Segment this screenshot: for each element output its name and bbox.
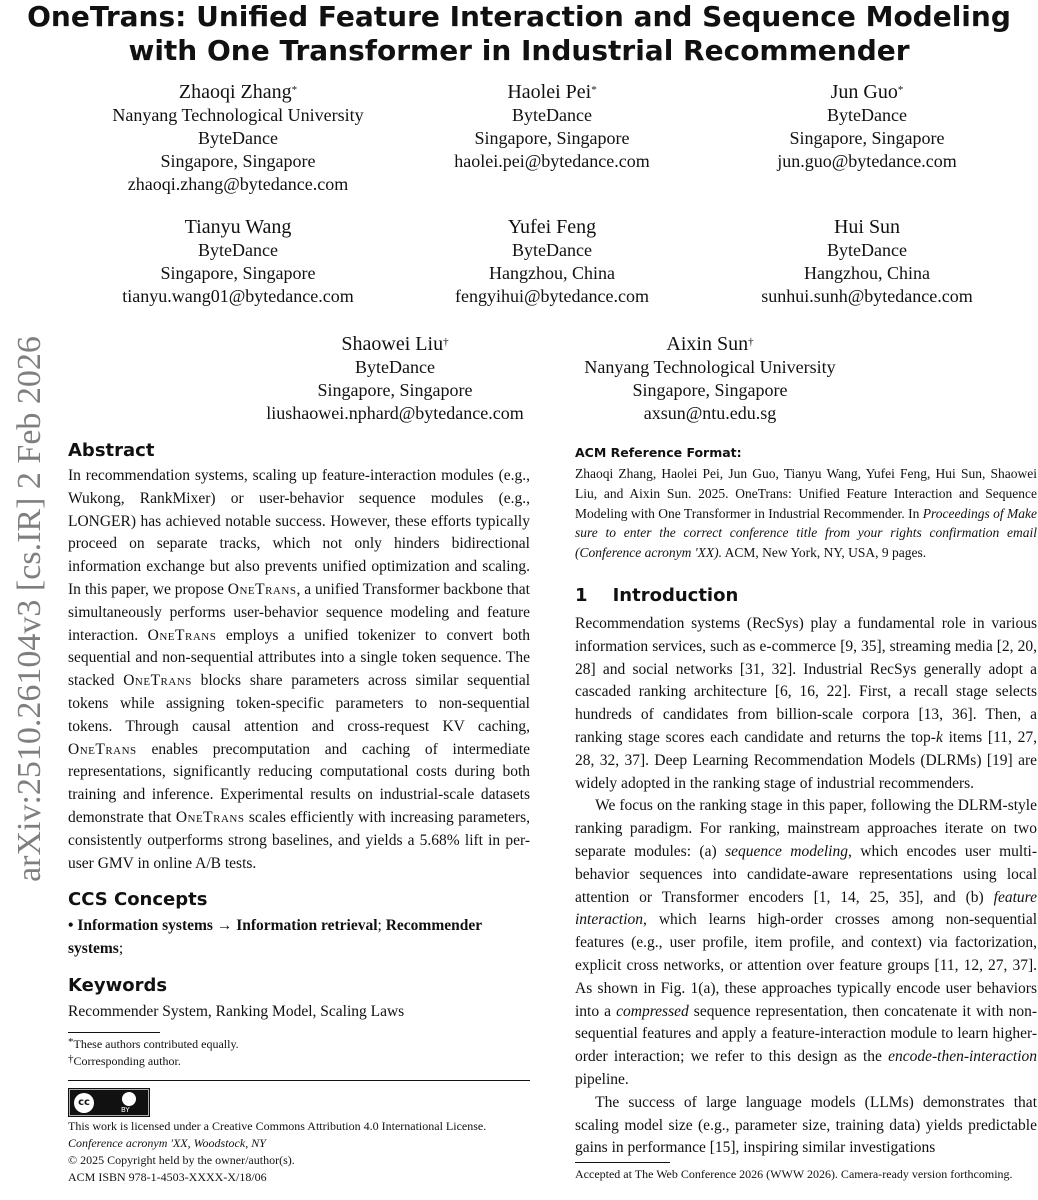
acm-ref-heading: ACM Reference Format: [575,445,742,460]
author-email[interactable]: sunhui.sunh@bytedance.com [761,286,973,306]
author-email[interactable]: tianyu.wang01@bytedance.com [122,286,354,306]
author-email[interactable]: fengyihui@bytedance.com [454,286,649,306]
author-email[interactable]: zhaoqi.zhang@bytedance.com [127,174,349,194]
author-block [68,80,408,196]
author-affiliation: ByteDance [512,105,592,125]
license-text: This work is licensed under a Creative Commons Attribution 4.0 International License. [68,1119,487,1133]
footnotes [68,1036,530,1070]
method-name: OneTrans [175,808,245,826]
author-affiliation: Singapore, Singapore [160,263,316,283]
arxiv-id: arXiv:2510.26104v3 [cs.IR] 2 Feb 2026 [11,336,48,882]
method-name: OneTrans [68,740,137,758]
right-column [575,444,1037,1160]
author-name: Zhaoqi Zhang [178,81,292,103]
person-icon [122,1092,136,1106]
author-affiliation: Nanyang Technological University [584,357,836,377]
title-line-1: OneTrans: Unified Feature Interaction and Sequence Modeling [27,0,1011,33]
accepted-note: Accepted at The Web Conference 2026 (WWW 2026). Camera-ready version forthcoming. [575,1167,1013,1181]
intro-paragraph: We focus on the ranking stage in this paper, following the DLRM-style ranking paradigm. For ranking, mainstream approaches iterate on two separate modules: (a) sequence modeling, which encodes user multi-behavior sequences into candidate-aware representations using local attention or Transformer encoders [1, 14, 25, 35], and (b) feature interaction, which learns high-order crosses among non-sequential features (e.g., user profile, item profile, and context) via factorization, explicit cross networks, or attention over feature groups [11, 12, 27, 37]. As shown in Fig. 1(a), these approaches typically encode user behaviors into a compressed sequence representation, then concatenate it with non-sequential features and apply a feature-interaction module to learn higher-order interaction; we refer to this design as the encode-then-interaction pipeline. [575,797,1038,1088]
abstract-text: In recommendation systems, scaling up feature-interaction modules (e.g., Wukong, RankMixer) or user-behavior sequence modules (e.g., LONGER) has achieved notable success. However, these efforts typically proceed on separate tracks, which not only hinders bidirectional information exchange but also prevents unified optimization and scaling. In this paper, we propose OneTrans, a unified Transformer backbone that simultaneously performs user-behavior sequence modeling and feature interaction. OneTrans employs a unified tokenizer to convert both sequential and non-sequential attributes into a single token sequence. The stacked OneTrans blocks share parameters across similar sequential tokens while assigning token-specific parameters to non-sequential tokens. Through causal attention and cross-request KV caching, OneTrans enables precomputation and caching of intermediate representations, significantly reducing computational costs during both training and inference. Experimental results on industrial-scale datasets demonstrate that OneTrans scales efficiently with increasing parameters, consistently outperforms strong baselines, and yields a 5.68% lift in per-user GMV in online A/B tests. [68,467,531,872]
author-name: Haolei Pei [507,81,592,103]
keywords-heading: Keywords [68,974,168,996]
author-affiliation: Singapore, Singapore [632,380,788,400]
author-affiliation: Singapore, Singapore [789,128,945,148]
cc-icon: cc [74,1093,94,1113]
author-name: Shaowei Liu [341,333,444,355]
author-email[interactable]: liushaowei.nphard@bytedance.com [266,403,524,423]
license-block [68,1118,538,1186]
intro-heading: 1 Introduction [575,584,739,606]
author-affiliation: Singapore, Singapore [317,380,473,400]
author-mark: † [748,336,754,348]
license-rule [68,1080,530,1081]
author-affiliation: ByteDance [512,240,592,260]
author-email[interactable]: jun.guo@bytedance.com [777,151,957,171]
ccs-concepts: • Information systems → Information retrieval; Recommender systems; [68,917,482,958]
author-email[interactable]: haolei.pei@bytedance.com [454,151,650,171]
author-email[interactable]: axsun@ntu.edu.sg [643,403,777,423]
abstract-heading: Abstract [68,440,155,461]
author-name: Tianyu Wang [184,216,292,238]
left-column [68,440,530,1024]
author-affiliation: ByteDance [198,240,278,260]
footnote-mark: * [68,1036,74,1048]
author-affiliation: Singapore, Singapore [474,128,630,148]
footnote-text: Corresponding author. [73,1054,181,1068]
author-affiliation: Nanyang Technological University [112,105,364,125]
author-affiliation: Singapore, Singapore [160,151,316,171]
author-affiliation: ByteDance [827,240,907,260]
author-block [382,215,722,308]
author-mark: † [443,336,449,348]
copyright-line: © 2025 Copyright held by the owner/author(s). [68,1153,295,1167]
isbn-line: ACM ISBN 978-1-4503-XXXX-X/18/06 [68,1170,267,1184]
author-name: Yufei Feng [507,216,597,238]
method-name: OneTrans [123,672,192,690]
footnote-text: These authors contributed equally. [73,1037,239,1051]
author-block [382,80,722,173]
author-affiliation: Hangzhou, China [804,263,930,283]
footnote-mark: † [68,1053,74,1065]
acm-ref-text: Zhaoqi Zhang, Haolei Pei, Jun Guo, Tianyu Wang, Yufei Feng, Hui Sun, Shaowei Liu, and Aixin Sun. 2025. OneTrans: Unified Feature Interaction and Sequence Modeling with One Transformer in Industrial Recommender. In Proceedings of Make sure to enter the correct conference title from your rights confirmation email (Conference acronym 'XX). ACM, New York, NY, USA, 9 pages. [575,466,1038,561]
author-name: Jun Guo [830,81,898,103]
ccs-heading: CCS Concepts [68,889,208,911]
accepted-rule [575,1162,670,1163]
author-affiliation: ByteDance [355,357,435,377]
paper-title [0,0,1038,68]
intro-paragraph: The success of large language models (LLMs) demonstrates that scaling model size (e.g., parameter size, training data) yields predictable gains in performance [15], inspiring similar investigations [575,1093,1037,1157]
arxiv-stamp [10,290,50,920]
author-mark: * [897,84,904,96]
title-line-2: with One Transformer in Industrial Recommender [128,34,910,67]
cc-by-badge[interactable] [68,1088,150,1117]
footnote-rule [68,1032,160,1033]
author-block [225,332,565,425]
author-affiliation: ByteDance [827,105,907,125]
author-block [540,332,880,425]
author-affiliation: ByteDance [198,128,278,148]
intro-paragraph: Recommendation systems (RecSys) play a fundamental role in various information services, such as e-commerce [9, 35], streaming media [2, 20, 28] and social networks [31, 32]. Industrial RecSys generally adopt a cascaded ranking architecture [6, 16, 22]. First, a recall stage selects hundreds of candidates from billion-scale corpora [13, 36]. Then, a ranking stage scores each candidate and returns the top-k items [11, 27, 28, 32, 37]. Deep Learning Recommendation Models (DLRMs) [19] are widely adopted in the ranking stage of industrial recommenders. [575,614,1038,792]
author-mark: * [591,84,597,96]
method-name: OneTrans [227,580,297,598]
author-name: Hui Sun [833,216,901,238]
method-name: OneTrans [147,626,217,644]
author-block [697,215,1037,308]
conference-line: Conference acronym 'XX, Woodstock, NY [68,1136,266,1150]
author-affiliation: Hangzhou, China [489,263,615,283]
keywords-text: Recommender System, Ranking Model, Scaling Laws [68,1002,405,1020]
author-name: Aixin Sun [666,333,749,355]
author-block [68,215,408,308]
author-block [697,80,1037,173]
author-mark: * [291,84,298,96]
by-label: BY [121,1106,130,1114]
